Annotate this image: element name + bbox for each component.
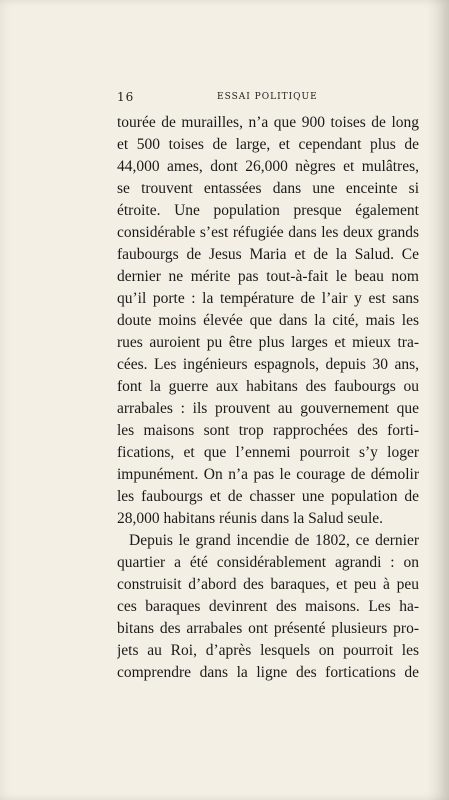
text-line: ces baraques devinrent des maisons. Les ha- [117, 598, 419, 615]
text-line: font la guerre aux habitans des faubourgs ou [117, 378, 419, 395]
text-line: quartier a été considérablement agrandi : on [117, 554, 419, 571]
page-body-text [117, 112, 419, 684]
text-line: considérable s’est réfugiée dans les deux grands [117, 224, 419, 241]
page-number: 16 [117, 90, 135, 104]
text-line: impunément. On n’a pas le courage de démolir [117, 466, 419, 483]
text-line: 28,000 habitans réunis dans la Salud seule. [117, 510, 384, 527]
text-line: bitans des arrabales ont présenté plusieurs pro- [117, 620, 419, 637]
page-edge-shadow [427, 0, 449, 800]
text-line: faubourgs de Jesus Maria et de la Salud. Ce [117, 246, 419, 263]
text-line: jets au Roi, d’après lesquels on pourroit les [117, 642, 419, 659]
text-line: comprendre dans la ligne des fortications de [117, 664, 419, 681]
text-line: fications, et que l’ennemi pourroit s’y loger [117, 444, 419, 461]
text-line: les faubourgs et de chasser une population de [117, 488, 419, 505]
text-line: les maisons sont trop rapprochées des forti- [117, 422, 419, 439]
text-line: arrabales : ils prouvent au gouvernement que [117, 400, 419, 417]
text-line: rues auroient pu être plus larges et mieux tra- [117, 334, 419, 351]
text-line: tourée de murailles, n’a que 900 toises de long [117, 114, 419, 131]
text-line: Depuis le grand incendie de 1802, ce dernier [129, 532, 419, 549]
page-header [117, 90, 417, 108]
text-line: cées. Les ingénieurs espagnols, depuis 30 ans, [117, 356, 419, 373]
text-line: 44,000 ames, dont 26,000 nègres et mulâtres, [117, 158, 419, 175]
text-line: étroite. Une population presque également [117, 202, 419, 219]
text-line: et 500 toises de large, et cependant plus de [117, 136, 419, 153]
text-line: se trouvent entassées dans une enceinte si [117, 180, 419, 197]
text-line: doute moins élevée que dans la cité, mais les [117, 312, 419, 329]
text-line: dernier ne mérite pas tout-à-fait le beau nom [117, 268, 419, 285]
text-line: construisit d’abord des baraques, et peu à peu [117, 576, 419, 593]
text-line: qu’il porte : la température de l’air y est sans [117, 290, 419, 307]
running-head: ESSAI POLITIQUE [217, 92, 318, 102]
